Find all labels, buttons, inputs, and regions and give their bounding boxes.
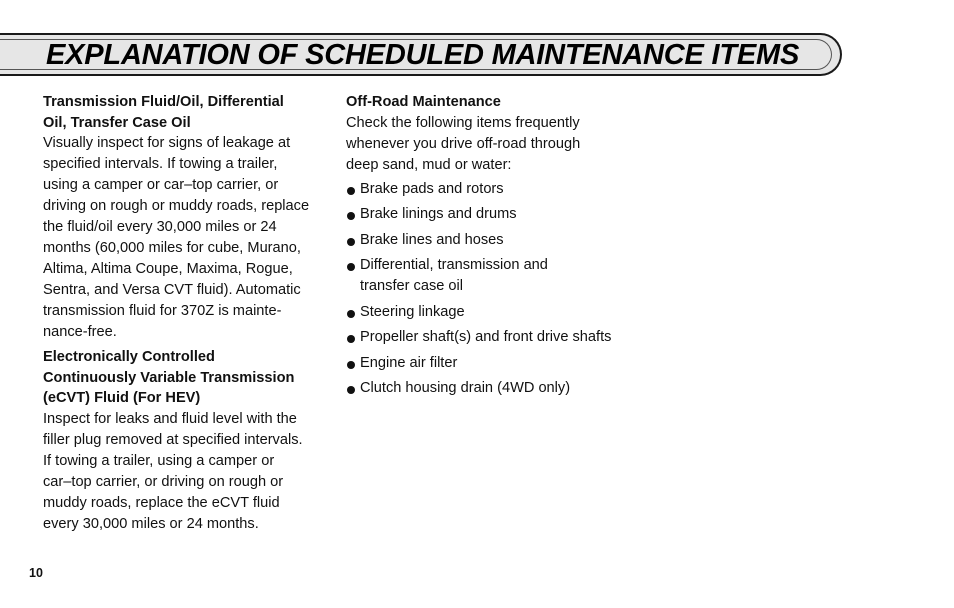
right-column [346, 92, 666, 404]
section-body-transmission-fluid: Visually inspect for signs of leakage at specified intervals. If towing a trailer, using a camper or car–top carrier, or driving on rough or muddy roads, replace the fluid/oil every 30,000 miles or 24 months (60,000 miles for cube, Murano, Altima, Altima Coupe, Maxima, Rogue, Sentra, and Versa CVT fluid). Automatic transmission fluid for 370Z is mainte- nance-free. [43, 135, 310, 340]
section-intro-off-road: Check the following items frequently whenever you drive off-road through deep sand, mud or water: [346, 114, 581, 173]
list-item [346, 378, 666, 399]
list-item [346, 230, 666, 251]
list-item-text: Clutch housing drain (4WD only) [360, 380, 571, 396]
bullet-icon [347, 361, 355, 369]
bullet-icon [347, 187, 355, 195]
bullet-icon [347, 212, 355, 220]
page-title: EXPLANATION OF SCHEDULED MAINTENANCE ITEMS [46, 39, 800, 71]
section-heading-transmission-fluid: Transmission Fluid/Oil, Differential Oil, Transfer Case Oil [43, 94, 284, 131]
list-item-text: Brake linings and drums [360, 206, 517, 222]
section-heading-ecvt-fluid: Electronically Controlled Continuously Variable Transmission (eCVT) Fluid (For HEV) [43, 349, 295, 406]
list-item-text: Differential, transmission and transfer case oil [360, 257, 548, 294]
left-column [43, 92, 333, 535]
list-item-text: Propeller shaft(s) and front drive shafts [360, 329, 612, 345]
list-item [346, 204, 666, 225]
bullet-icon [347, 238, 355, 246]
section-body-ecvt-fluid: Inspect for leaks and fluid level with the filler plug removed at specified intervals. If towing a trailer, using a camper or car–top carrier, or driving on rough or muddy roads, replace the eCVT fluid every 30,000 miles or 24 months. [43, 410, 303, 532]
bullet-icon [347, 310, 355, 318]
bullet-icon [347, 263, 355, 271]
page-number: 10 [29, 566, 43, 580]
list-item [346, 353, 666, 374]
bullet-icon [347, 335, 355, 343]
list-item-text: Engine air filter [360, 354, 458, 371]
list-item-text: Steering linkage [360, 303, 465, 320]
list-item-text: Brake pads and rotors [360, 180, 504, 197]
section-heading-off-road: Off-Road Maintenance [346, 94, 501, 110]
list-item-text: Brake lines and hoses [360, 231, 504, 248]
list-item [346, 255, 666, 297]
list-item [346, 179, 666, 200]
list-item [346, 327, 666, 348]
list-item [346, 302, 666, 323]
bullet-icon [347, 386, 355, 394]
off-road-checklist [346, 179, 666, 400]
